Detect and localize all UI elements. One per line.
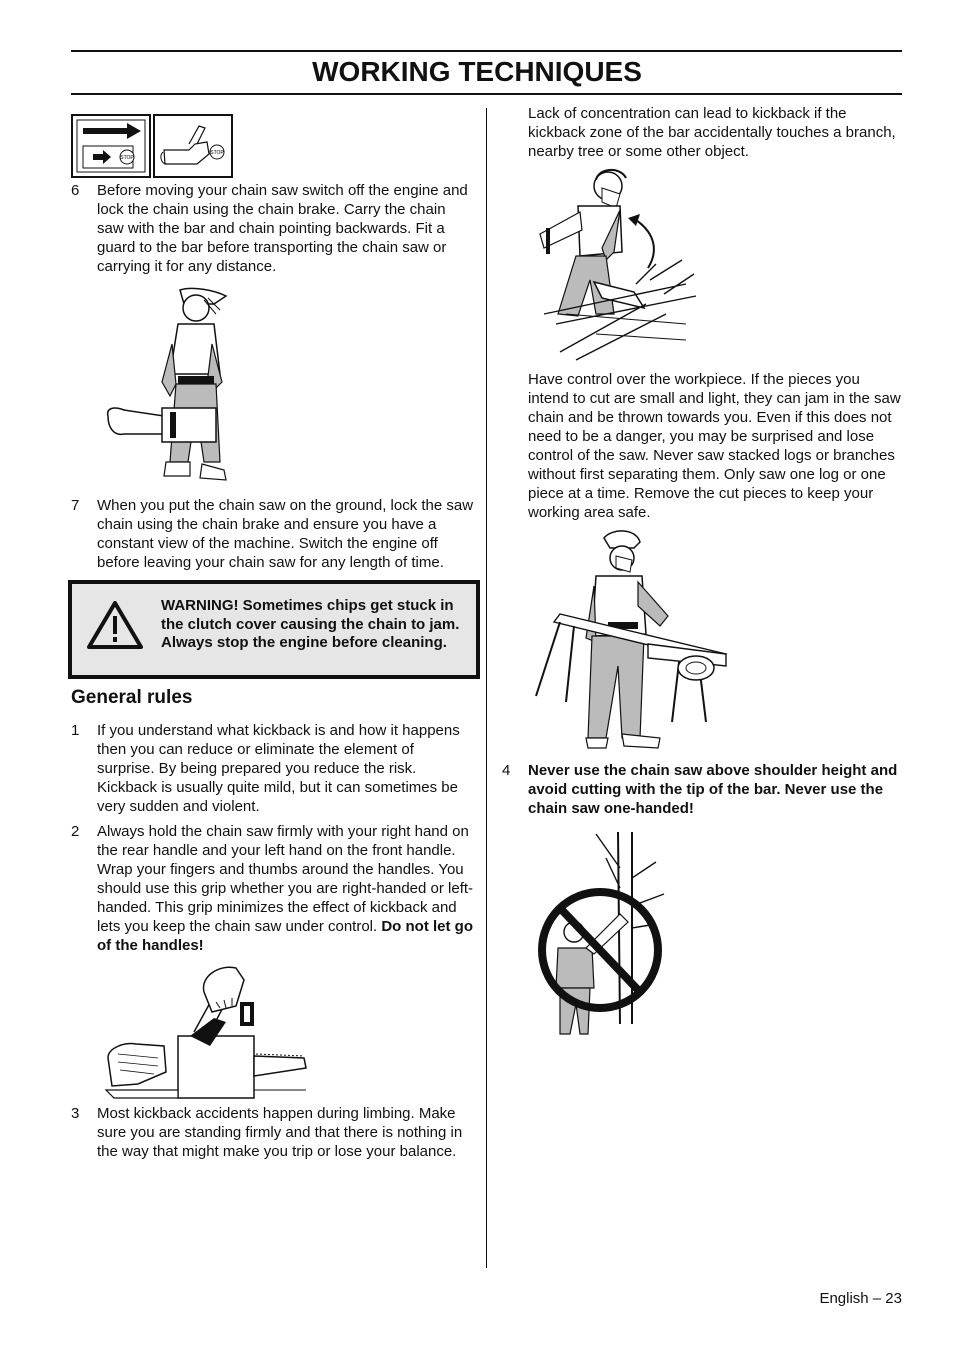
rule-2-body [97,822,474,955]
warning-text: WARNING! Sometimes chips get stuck in the clutch cover causing the chain to jam. Always stop the engine before cleaning. [161,597,460,651]
rule-1-text: If you understand what kickback is and how it happens then you can reduce or eliminate the element of surprise. By being prepared you reduce the risk. Kickback is usually quite mild, but it can sometimes be very sudden and violent. [97,722,460,815]
rule-3-number: 3 [71,1105,80,1122]
rule-2-number: 2 [71,823,80,840]
kickback-illustration [536,164,698,362]
person-carrying-saw-illustration [104,284,232,494]
concentration-paragraph: Lack of concentration can lead to kickback if the kickback zone of the bar accidentally touches a branch, nearby tree or some other object. [528,105,896,160]
item-6-number: 6 [71,182,80,199]
header-rule-top [71,50,902,52]
rule-2-text: Always hold the chain saw firmly with your right hand on the rear handle and your left hand on the front handle. Wrap your fingers and thumbs around the handles. You should use this grip whether you are right-handed or left-handed. This grip minimizes the effect of kickback and lets you keep the chain saw under control. [97,823,474,935]
page-title: WORKING TECHNIQUES [312,56,642,87]
page-number-footer: English – 23 [819,1290,902,1307]
item-4-number: 4 [502,762,511,779]
carry-saw-icon [71,114,233,178]
warning-triangle-icon [86,600,144,650]
rule-2-bold-text: Do not let go of the handles! [97,918,473,954]
general-rules-heading: General rules [71,687,193,708]
rule-3-text: Most kickback accidents happen during limbing. Make sure you are standing firmly and that there is nothing in the way that might make you trip or lose your balance. [97,1105,463,1160]
two-handed-grip-illustration [104,962,310,1102]
sawhorse-cutting-illustration [530,526,734,756]
item-7-text: When you put the chain saw on the ground, lock the saw chain using the chain brake and ensure you have a constant view of the machine. Switch the engine off before leaving your chain saw for any length of time. [97,497,474,571]
item-6-text: Before moving your chain saw switch off the engine and lock the chain using the chain brake. Carry the chain saw with the bar and chain pointing backwards. Fit a guard to the bar before transporting the chain saw or carrying it for any distance. [97,182,468,275]
stop-sign-label: STOP [120,155,134,161]
column-divider [486,108,487,1268]
stop-sign-label: STOP [210,150,224,156]
item-4-text: Never use the chain saw above shoulder height and avoid cutting with the tip of the bar. Never use the chain saw one-handed! [528,762,898,817]
header-rule-bottom [71,93,902,95]
warning-box [68,580,480,679]
item-7-number: 7 [71,497,80,514]
workpiece-paragraph: Have control over the workpiece. If the pieces you intend to cut are small and light, they can jam in the saw chain and be thrown towards you. Even if this does not need to be a danger, you may be surprised and lose control of the saw. Never saw stacked logs or branches without first separating them. Only saw one log or one piece at a time. Remove the cut pieces to keep your working area safe. [528,371,901,521]
prohibited-above-shoulder-illustration [536,828,674,1048]
rule-1-number: 1 [71,722,80,739]
